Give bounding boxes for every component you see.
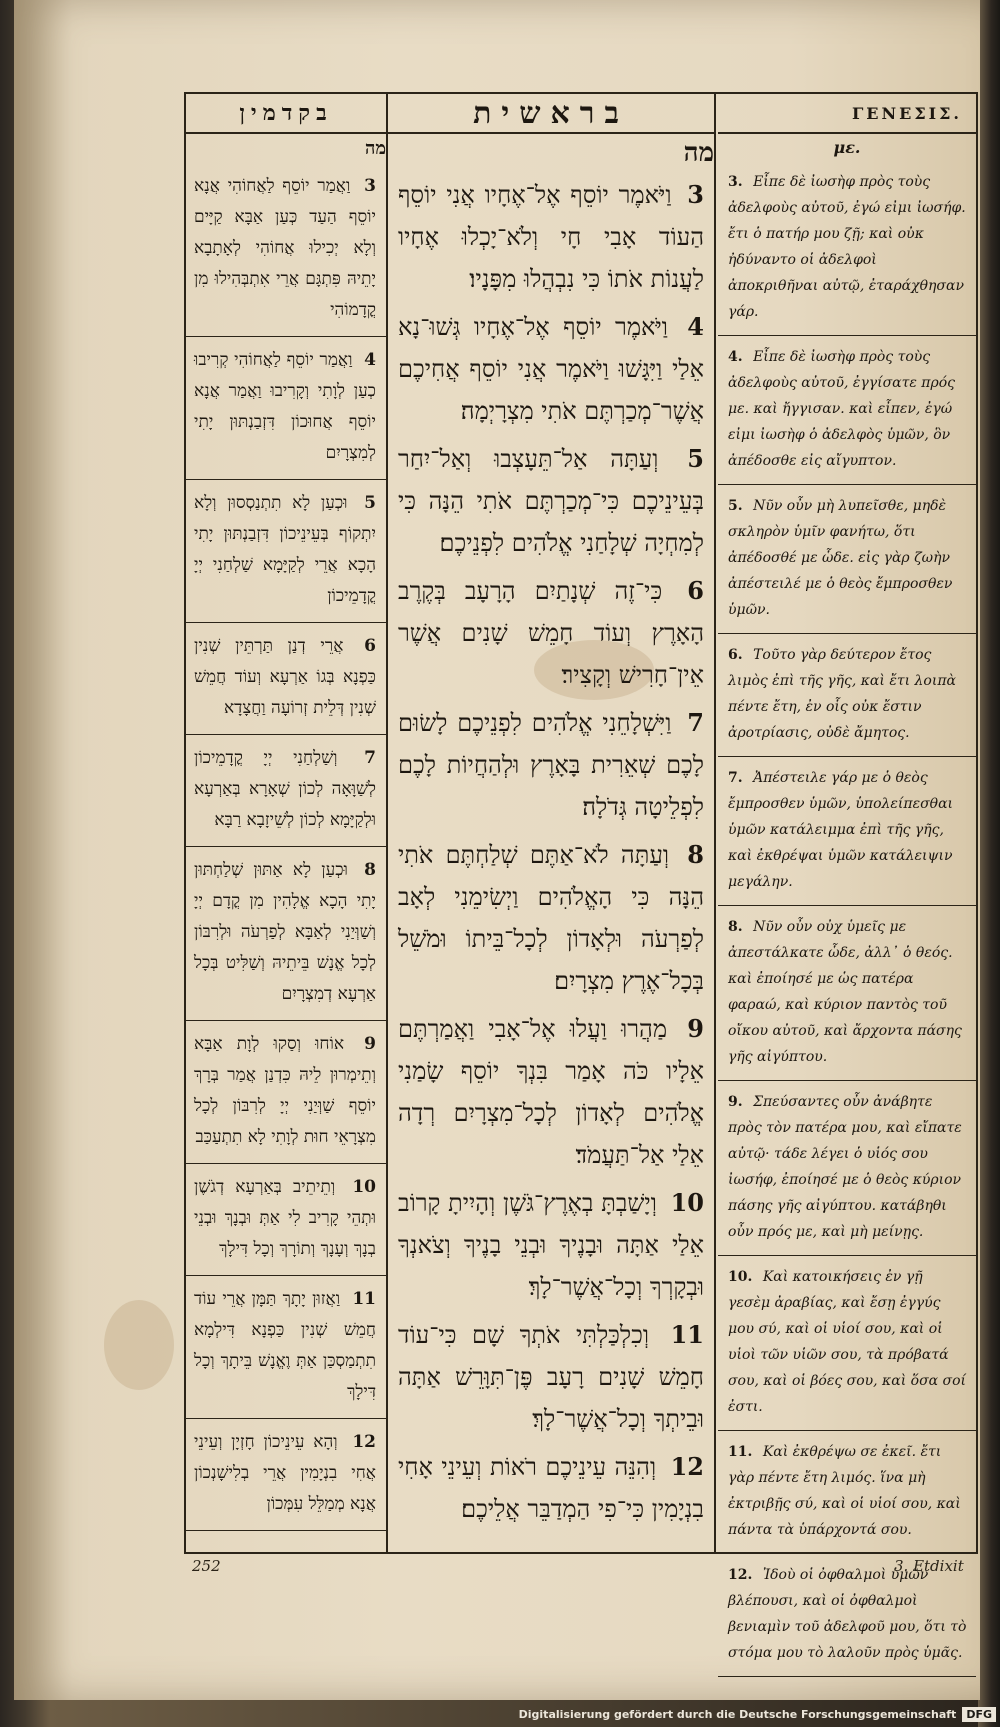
verse [186,480,386,623]
verse-number: 5. [728,498,743,514]
verse [388,1006,714,1180]
verse [718,336,976,485]
verse [718,634,976,757]
verse-number: 10 [670,1188,704,1217]
hebrew-verse-list [388,172,714,1534]
verse-text: וַיֹּאמֶר יוֹסֵף אֶל־אֶחָיו גְּשׁוּ־נָא אֵלַי וַיִּגָּשׁוּ וַיֹּאמֶר אֲנִי יוֹסֵף אֲחִיכֶם אֲשֶׁר־מְכַרְתֶּם אֹתִי מִצְרָיְמָה׃ [398,313,704,425]
verse-number: 7. [728,770,743,786]
aramaic-column-header: בקדמין [186,94,386,134]
verse-text: אוֹחוּ וְסַקוּ לְוָת אַבָּא וְתֵימְרוּן לֵיהּ כִּדְנַן אֲמַר בְּרָךְ יוֹסֵף שַׁוְּיַנִי יְיָ לְרִבּוֹן לְכָל מִצְרָאֵי חוּת לְוָתִי לָא תִתְעַכַּב [194,1034,376,1147]
verse-text: Νῦν οὖν μὴ λυπεῖσθε, μηδὲ σκληρὸν ὑμῖν φανήτω, ὅτι ἀπέδοσθέ με ὧδε. εἰς γὰρ ζωὴν ἀπέστειλέ με ὁ θεὸς ἔμπροσθεν ὑμῶν. [728,498,953,618]
verse-number: 10 [352,1177,376,1197]
verse [388,436,714,568]
verse-text: Σπεύσαντες οὖν ἀνάβητε πρὸς τὸν πατέρα μου, καὶ εἴπατε αὐτῷ· τάδε λέγει ὁ υἱός σου ἰωσήφ, ἐποίησέ με ὁ θεὸς κύριον πάσης γῆς αἰγύπτου. κατάβηθι οὖν πρός με, καὶ μὴ μείνῃς. [728,1094,962,1240]
verse-text: וּכְעַן לָא תִתְנַסְסוּן וְלָא יִתְקוֹף בְּעֵינֵיכוֹן דִּזְבַנְתּוּן יָתִי הָכָא אֲרֵי לְקַיָּמָא שַׁלְחַנִי יְיָ קֳדָמֵיכוֹן [194,493,376,606]
verse [718,1256,976,1431]
verse [388,700,714,832]
verse-number: 4 [687,312,704,341]
verse-number: 7 [364,748,376,768]
verse-number: 9. [728,1094,743,1110]
verse-number: 5 [687,444,704,473]
aramaic-chapter-number: מה [364,138,386,159]
verse [388,1180,714,1312]
verse [718,485,976,634]
verse-text: וְעַתָּה אַל־תֵּעָצְבוּ וְאַל־יִחַר בְּעֵינֵיכֶם כִּי־מְכַרְתֶּם אֹתִי הֵנָּה כִּי לְמִחְיָה שְׁלָחַנִי אֱלֹהִים לִפְנֵיכֶם׃ [398,445,704,557]
verse-number: 4 [364,350,377,370]
verse-text: כִּי־זֶה שְׁנָתַיִם הָרָעָב בְּקֶרֶב הָאָרֶץ וְעוֹד חָמֵשׁ שָׁנִים אֲשֶׁר אֵין־חָרִישׁ וְקָצִיר׃ [398,577,704,689]
verse-number: 9 [364,1034,377,1054]
greek-chapter-number: με. [833,138,861,157]
verse-number: 8 [364,860,376,880]
verse-number: 3 [687,180,704,209]
verse-number: 12 [670,1452,704,1481]
aramaic-column [186,94,388,1552]
verse [388,1312,714,1444]
verse [186,1419,386,1531]
verse-text: וַיִּשְׁלָחֵנִי אֱלֹהִים לִפְנֵיכֶם לָשׂוּם לָכֶם שְׁאֵרִית בָּאָרֶץ וּלְהַחֲיוֹת לָכֶם לִפְלֵיטָה גְּדֹלָה׃ [398,709,704,821]
verse-text: Εἶπε δὲ ἰωσὴφ πρὸς τοὺς ἀδελφοὺς αὐτοῦ, ἐγώ εἰμι ἰωσήφ. ἔτι ὁ πατήρ μου ζῇ; καὶ οὐκ ἠδύναντο οἱ ἀδελφοὶ ἀποκριθῆναι αὐτῷ, ἐταράχθησαν γάρ. [728,174,966,320]
verse-text: וְכִלְכַּלְתִּי אֹתְךָ שָׁם כִּי־עוֹד חָמֵשׁ שָׁנִים רָעָב פֶּן־תִּוָּרֵשׁ אַתָּה וּבֵיתְךָ וְכָל־אֲשֶׁר־לָךְ׃ [398,1321,704,1433]
verse [186,623,386,735]
verse-text: Ἀπέστειλε γάρ με ὁ θεὸς ἔμπροσθεν ὑμῶν, ὑπολείπεσθαι ὑμῶν κατάλειμμα ἐπὶ τῆς γῆς, καὶ ἐκθρέψαι ὑμῶν κατάλειψιν μεγάλην. [728,770,954,890]
verse-number: 11. [728,1444,753,1460]
verse [718,1431,976,1554]
verse-text: Νῦν οὖν οὐχ ὑμεῖς με ἀπεστάλκατε ὧδε, ἀλλ᾽ ὁ θεός. καὶ ἐποίησέ με ὡς πατέρα φαραώ, καὶ κύριον παντὸς τοῦ οἴκου αὐτοῦ, καὶ ἄρχοντα πάσης γῆς αἰγύπτου. [728,919,962,1065]
verse-number: 12. [728,1567,753,1583]
verse-number: 7 [687,708,704,737]
verse-text: Καὶ ἐκθρέψω σε ἐκεῖ. ἔτι γὰρ πέντε ἔτη λιμός. ἵνα μὴ ἐκτριβῇς σύ, καὶ οἱ υἱοί σου, καὶ πάντα τὰ ὑπάρχοντά σου. [728,1444,961,1538]
book-page-stack-edge [978,0,1000,1727]
verse-number: 11 [352,1289,376,1309]
verse [718,1081,976,1256]
verse-text: וְתֵיתֵיב בְּאַרְעָא דְגֹשֶׁן וּתְהֵי קָרִיב לִי אַתְּ וּבְנָךְ וּבְנֵי בְנָךְ וְעָנָךְ וְתוֹרָךְ וְכָל דִּילָךְ [194,1177,376,1259]
book-page [14,0,980,1700]
verse [718,906,976,1081]
verse-number: 6 [364,636,376,656]
aramaic-verse-list [186,163,386,1531]
verse-number: 6 [687,576,704,605]
verse-text: וּכְעַן לָא אַתּוּן שְׁלַחְתּוּן יָתִי הָכָא אֱלָהִין מִן קֳדָם יְיָ וְשַׁוְּיַנִי לְאַבָּא לְפַרְעֹה וּלְרִבּוֹן לְכָל אֱנָשׁ בֵּיתֵיהּ וְשַׁלִּיט בְּכָל אַרְעָא דְמִצְרָיִם [194,860,376,1004]
verse [388,1444,714,1534]
verse-text: וְעַתָּה לֹא־אַתֶּם שְׁלַחְתֶּם אֹתִי הֵנָּה כִּי הָאֱלֹהִים וַיְשִׂימֵנִי לְאָב לְפַרְעֹה וּלְאָדוֹן לְכָל־בֵּיתוֹ וּמֹשֵׁל בְּכָל־אֶרֶץ מִצְרָיִם׃ [398,841,704,995]
verse-number: 4. [728,349,743,365]
verse [186,337,386,480]
verse-text: וְהִנֵּה עֵינֵיכֶם רֹאוֹת וְעֵינֵי אָחִי בִנְיָמִין כִּי־פִי הַמְדַבֵּר אֲלֵיכֶם׃ [398,1453,704,1523]
verse [186,735,386,847]
catchword: 3. Etdixit [894,1557,964,1575]
verse-text: מַהֲרוּ וַעֲלוּ אֶל־אָבִי וַאֲמַרְתֶּם אֵלָיו כֹּה אָמַר בִּנְךָ יוֹסֵף שָׂמַנִי אֱלֹהִים לְאָדוֹן לְכָל־מִצְרָיִם רְדָה אֵלַי אַל־תַּעֲמֹד׃ [398,1015,704,1169]
verse-number: 3. [728,174,743,190]
verse-number: 8 [687,840,704,869]
hebrew-column [388,94,716,1552]
verse-number: 5 [364,493,376,513]
credit-text: Digitalisierung gefördert durch die Deutsche Forschungsgemeinschaft [518,1707,957,1721]
verse-number: 8. [728,919,743,935]
digitization-credit [519,1703,996,1725]
verse-text: Καὶ κατοικήσεις ἐν γῇ γεσὲμ ἀραβίας, καὶ ἔσῃ ἐγγύς μου σύ, καὶ οἱ υἱοί σου, καὶ οἱ υἱοὶ τῶν υἱῶν σου, τὰ πρόβατά σου, καὶ οἱ βόες σου, καὶ ὅσα σοί ἐστι. [728,1269,966,1415]
verse-text: וְיָשַׁבְתָּ בְאֶרֶץ־גֹּשֶׁן וְהָיִיתָ קָרוֹב אֵלַי אַתָּה וּבָנֶיךָ וּבְנֵי בָנֶיךָ וְצֹאנְךָ וּבְקָרְךָ וְכָל־אֲשֶׁר־לָךְ׃ [398,1189,704,1301]
verse-number: 3 [364,176,376,196]
verse-number: 6. [728,647,743,663]
verse-text: וַאֲמַר יוֹסֵף לַאֲחוֹהִי אֲנָא יוֹסֵף הַעַד כְּעַן אַבָּא קַיָּים וְלָא יְכִילוּ אֲחוֹהִי לְאָתָבָא יָתֵיהּ פִּתְגָּם אֲרֵי אִתְבְּהִילוּ מִן קֳדָמוֹהִי [194,176,376,320]
greek-column-header: ΓΕΝΕΣΙΣ. [718,94,976,134]
verse-text: וְשַׁלְחַנִי יְיָ קֳדָמֵיכוֹן לְשַׁוָּאָה לְכוֹן שְׁאָרָא בְּאַרְעָא וּלְקַיָּמָא לְכוֹן לְשֵׁיזָבָא רַבָּא [194,748,376,830]
verse [186,1021,386,1164]
verse-text: וַיֹּאמֶר יוֹסֵף אֶל־אֶחָיו אֲנִי יוֹסֵף הַעוֹד אָבִי חָי וְלֹא־יָכְלוּ אֶחָיו לַעֲנוֹת אֹתוֹ כִּי נִבְהֲלוּ מִפָּנָיו׃ [398,181,704,293]
verse-text: Τοῦτο γὰρ δεύτερον ἔτος λιμὸς ἐπὶ τῆς γῆς, καὶ ἔτι λοιπὰ πέντε ἔτη, ἐν οἷς οὐκ ἔστιν ἀροτρίασις, οὐδὲ ἄμητος. [728,647,956,741]
verse-number: 11 [670,1320,704,1349]
verse-number: 10. [728,1269,753,1285]
verse-number: 9 [687,1014,704,1043]
verse [388,172,714,304]
verse [718,161,976,336]
verse-text: וַאֲמַר יוֹסֵף לַאֲחוֹהִי קְרִיבוּ כְעַן לְוָתִי וְקָרִיבוּ וַאֲמַר אֲנָא יוֹסֵף אֲחוּכוֹן דִּזְבַנְתּוּן יָתִי לְמִצְרָיִם [194,350,376,463]
verse-text: אֲרֵי דְנַן תַּרְתֵּין שְׁנִין כַּפְנָא בְּגוֹ אַרְעָא וְעוֹד חֲמֵשׁ שְׁנִין דְּלֵית זְרוֹעָה וַחֲצָדָא [194,636,376,718]
verse-text: וַאֲזוּן יָתָךְ תַּמָּן אֲרֵי עוֹד חֲמֵשׁ שְׁנִין כַּפְנָא דִּילְמָא תִתְמַסְכַּן אַתְּ וֶאֱנָשׁ בֵּיתָךְ וְכָל דִּילָךְ [194,1289,376,1402]
verse [186,847,386,1021]
verse [186,1164,386,1276]
hebrew-column-header: בראשית [388,94,714,134]
verse [388,304,714,436]
verse-text: Εἶπε δὲ ἰωσὴφ πρὸς τοὺς ἀδελφοὺς αὐτοῦ, ἐγγίσατε πρός με. καὶ ἤγγισαν. καὶ εἶπεν, ἐγώ εἰμι ἰωσὴφ ὁ ἀδελφὸς ὑμῶν, ὃν ἀπέδοσθε εἰς αἴγυπτον. [728,349,956,469]
verse-text: וְהָא עֵינֵיכוֹן חָזְיָן וְעֵינֵי אֲחִי בִנְיָמִין אֲרֵי בְלִישָׁנְכוֹן אֲנָא מְמַלֵּל עִמְּכוֹן [194,1432,376,1514]
verse [186,163,386,337]
verse [388,568,714,700]
dfg-logo: DFG [962,1707,996,1722]
verse-number: 12 [352,1432,376,1452]
hebrew-chapter-number: מה [683,138,714,168]
verse [388,832,714,1006]
paper-stain [104,1300,174,1390]
verse [718,757,976,906]
greek-verse-list [718,161,976,1677]
verse [186,1276,386,1419]
verse-text: Ἰδοὺ οἱ ὀφθαλμοὶ ὑμῶν βλέπουσι, καὶ οἱ ὀφθαλμοὶ βενιαμὶν τοῦ ἀδελφοῦ μου, ὅτι τὸ στόμα μου τὸ λαλοῦν πρὸς ὑμᾶς. [728,1567,967,1661]
page-number: 252 [192,1557,221,1575]
